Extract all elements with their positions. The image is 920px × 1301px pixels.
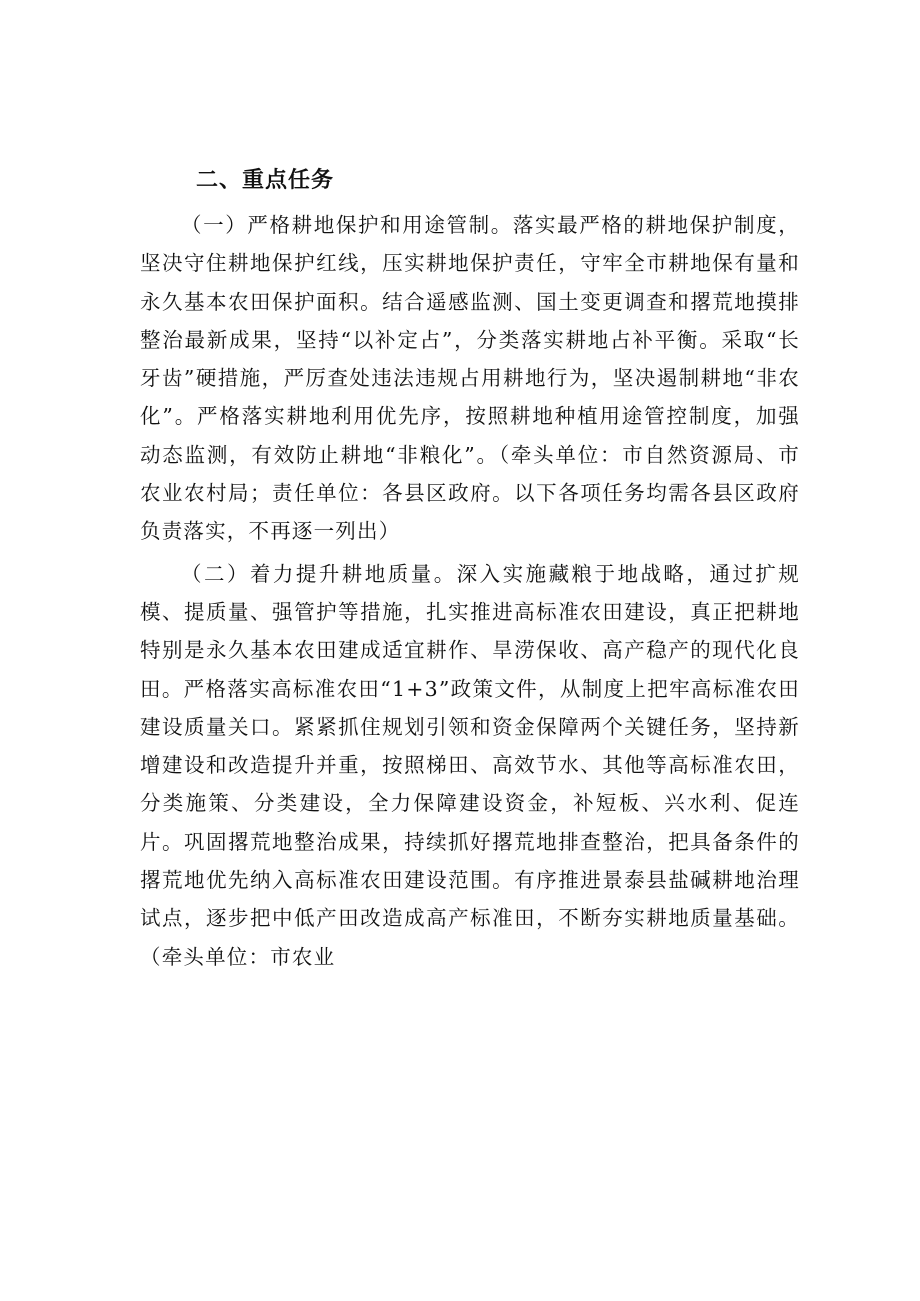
document-body	[140, 158, 800, 980]
paragraph-2: （二）着力提升耕地质量。深入实施藏粮于地战略，通过扩规模、提质量、强管护等措施，扎实推进高标准农田建设，真正把耕地特别是永久基本农田建成适宜耕作、旱涝保收、高产稳产的现代化良田。严格落实高标准农田“1+3”政策文件，从制度上把牢高标准农田建设质量关口。紧紧抓住规划引领和资金保障两个关键任务，坚持新增建设和改造提升并重，按照梯田、高效节水、其他等高标准农田，分类施策、分类建设，全力保障建设资金，补短板、兴水利、促连片。巩固撂荒地整治成果，持续抓好撂荒地排查整治，把具备条件的撂荒地优先纳入高标准农田建设范围。有序推进景泰县盐碱耕地治理试点，逐步把中低产田改造成高产标准田，不断夯实耕地质量基础。（牵头单位：市农业	[140, 561, 800, 969]
paragraph-1: （一）严格耕地保护和用途管制。落实最严格的耕地保护制度，坚决守住耕地保护红线，压实耕地保护责任，守牢全市耕地保有量和永久基本农田保护面积。结合遥感监测、国土变更调查和撂荒地摸排整治最新成果，坚持“以补定占”，分类落实耕地占补平衡。采取“长牙齿”硬措施，严厉查处违法违规占用耕地行为，坚决遏制耕地“非农化”。严格落实耕地利用优先序，按照耕地种植用途管控制度，加强动态监测，有效防止耕地“非粮化”。（牵头单位：市自然资源局、市农业农村局；责任单位：各县区政府。以下各项任务均需各县区政府负责落实，不再逐一列出）	[140, 213, 800, 544]
section-heading: 二、重点任务	[196, 168, 335, 193]
